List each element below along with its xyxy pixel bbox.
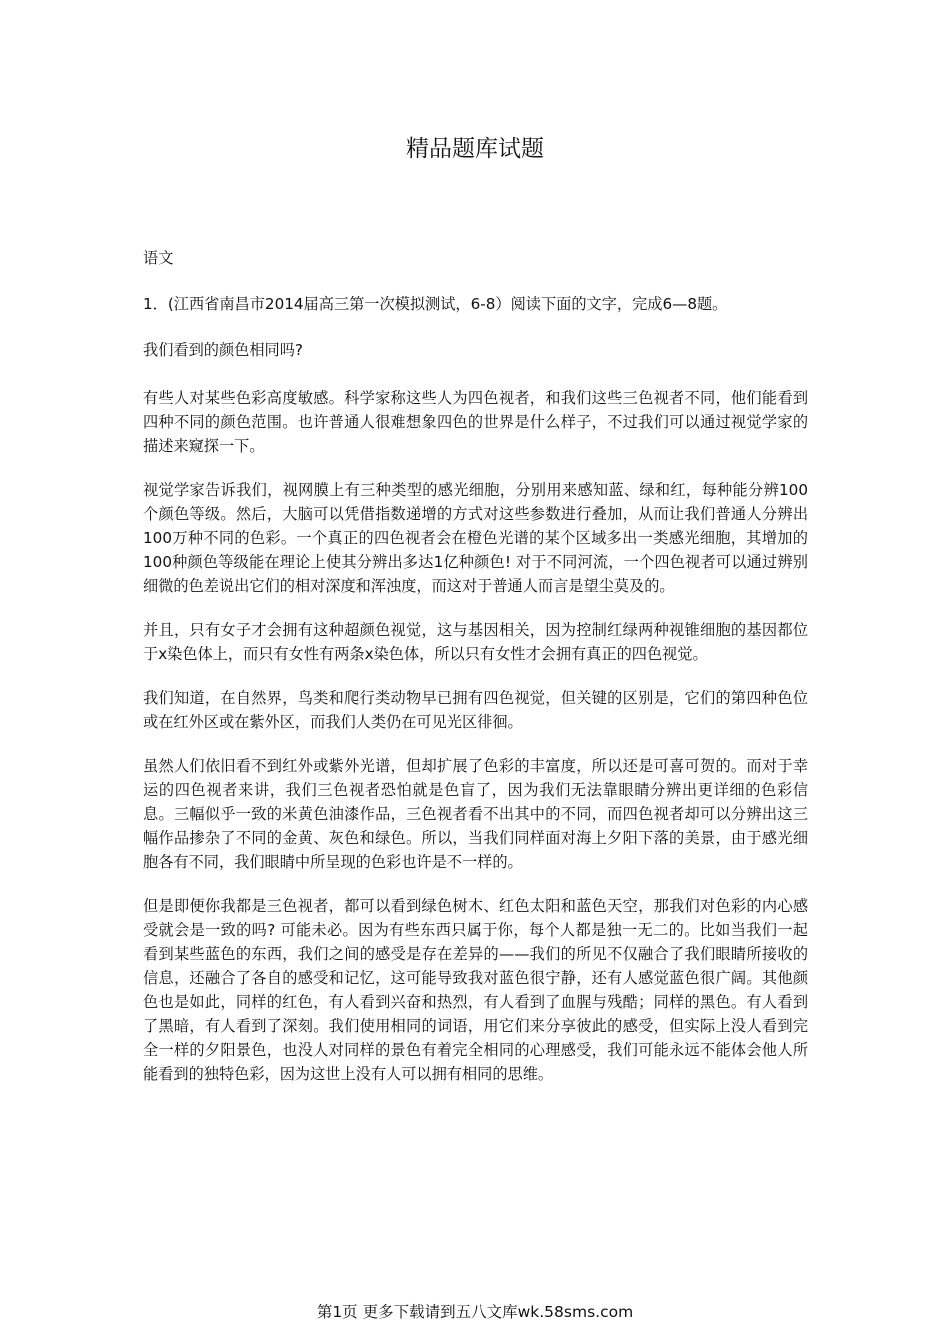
paragraph: 但是即便你我都是三色视者，都可以看到绿色树木、红色太阳和蓝色天空，那我们对色彩的内心感受就会是一致的吗? 可能未必。因为有些东西只属于你，每个人都是独一无二的。比如当我们一起看到某些蓝色的东西，我们之间的感受是存在差异的——我们的所见不仅融合了我们眼睛所接收的信息，还融合了各自的感受和记忆，这可能导致我对蓝色很宁静，还有人感觉蓝色很广阔。其他颜色也是如此，同样的红色，有人看到兴奋和热烈，有人看到了血腥与残酷；同样的黑色。有人看到了黑暗，有人看到了深刻。我们使用相同的词语，用它们来分享彼此的感受，但实际上没人看到完全一样的夕阳景色，也没人对同样的景色有着完全相同的心理感受，我们可能永远不能体会他人所能看到的独特色彩，因为这世上没有人可以拥有相同的思维。 (143, 897, 808, 1083)
paragraph: 虽然人们依旧看不到红外或紫外光谱，但却扩展了色彩的丰富度，所以还是可喜可贺的。而对于幸运的四色视者来讲，我们三色视者恐怕就是色盲了，因为我们无法靠眼睛分辨出更详细的色彩信息。三幅似乎一致的米黄色油漆作品，三色视者看不出其中的不同，而四色视者却可以分辨出这三幅作品掺杂了不同的金黄、灰色和绿色。所以，当我们同样面对海上夕阳下落的美景，由于感光细胞各有不同，我们眼睛中所呈现的色彩也许是不一样的。 (143, 757, 808, 871)
article-title: 我们看到的颜色相同吗? (143, 341, 303, 359)
document-body (143, 246, 808, 1106)
question-prompt: 1．(江西省南昌市2014届高三第一次模拟测试，6-8）阅读下面的文字，完成6—8题。 (143, 295, 728, 313)
paragraph: 我们知道，在自然界，鸟类和爬行类动物早已拥有四色视觉，但关键的区别是，它们的第四种色位或在红外区或在紫外区，而我们人类仍在可见光区徘徊。 (143, 689, 808, 731)
page-footer: 第1页 更多下载请到五八文库wk.58sms.com (316, 1303, 634, 1321)
paragraph: 有些人对某些色彩高度敏感。科学家称这些人为四色视者，和我们这些三色视者不同，他们能看到四种不同的颜色范围。也许普通人很难想象四色的世界是什么样子，不过我们可以通过视觉学家的描述来窥探一下。 (143, 389, 808, 455)
paragraph: 并且，只有女子才会拥有这种超颜色视觉，这与基因相关，因为控制红绿两种视锥细胞的基因都位于x染色体上，而只有女性有两条x染色体，所以只有女性才会拥有真正的四色视觉。 (143, 621, 808, 663)
subject-label: 语文 (143, 249, 174, 267)
document-title: 精品题库试题 (406, 136, 544, 162)
paragraph: 视觉学家告诉我们，视网膜上有三种类型的感光细胞，分别用来感知蓝、绿和红，每种能分辨100个颜色等级。然后，大脑可以凭借指数递增的方式对这些参数进行叠加，从而让我们普通人分辨出100万种不同的色彩。一个真正的四色视者会在橙色光谱的某个区域多出一类感光细胞，其增加的100种颜色等级能在理论上使其分辨出多达1亿种颜色! 对于不同河流，一个四色视者可以通过辨别细微的色差说出它们的相对深度和浑浊度，而这对于普通人而言是望尘莫及的。 (143, 481, 808, 595)
